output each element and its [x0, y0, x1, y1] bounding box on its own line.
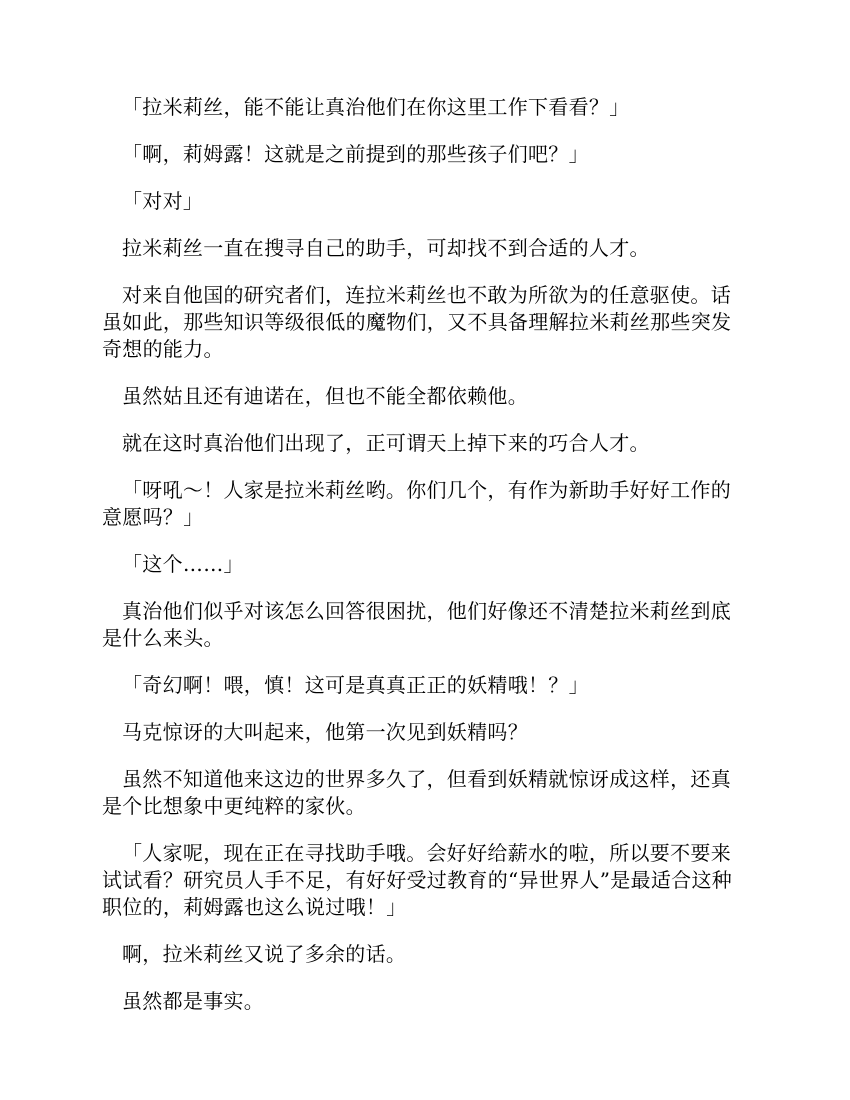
paragraph: 「啊，莉姆露！这就是之前提到的那些孩子们吧？」 [122, 142, 589, 166]
paragraph: 对来自他国的研究者们，连拉米莉丝也不敢为所欲为的任意驱使。话虽如此，那些知识等级很低的魔物们，又不具备理解拉米莉丝那些突发奇想的能力。 [102, 283, 732, 361]
paragraph: 「人家呢，现在正在寻找助手哦。会好好给薪水的啦，所以要不要来试试看？研究员人手不足，有好好受过教育的“异世界人”是最适合这种职位的，莉姆露也这么说过哦！」 [102, 841, 733, 919]
paragraph: 「拉米莉丝，能不能让真治他们在你这里工作下看看？」 [122, 95, 630, 119]
paragraph: 「这个……」 [122, 552, 244, 576]
paragraph: 拉米莉丝一直在搜寻自己的助手，可却找不到合适的人才。 [122, 236, 650, 260]
paragraph: 马克惊讶的大叫起来，他第一次见到妖精吗？ [122, 720, 528, 744]
paragraph: 啊，拉米莉丝又说了多余的话。 [122, 942, 407, 966]
paragraph: 「奇幻啊！喂，慎！这可是真真正正的妖精哦！？」 [122, 673, 589, 697]
paragraph: 「对对」 [122, 189, 204, 213]
paragraph: 虽然姑且还有迪诺在，但也不能全都依赖他。 [122, 384, 528, 408]
paragraph: 虽然不知道他来这边的世界多久了，但看到妖精就惊讶成这样，还真是个比想象中更纯粹的家伙。 [102, 767, 731, 818]
paragraph: 「呀吼～！人家是拉米莉丝哟。你们几个，有作为新助手好好工作的意愿吗？」 [102, 478, 731, 529]
paragraph: 虽然都是事实。 [122, 989, 265, 1013]
paragraph: 就在这时真治他们出现了，正可谓天上掉下来的巧合人才。 [122, 431, 650, 455]
paragraph: 真治他们似乎对该怎么回答很困扰，他们好像还不清楚拉米莉丝到底是什么来头。 [102, 599, 731, 650]
